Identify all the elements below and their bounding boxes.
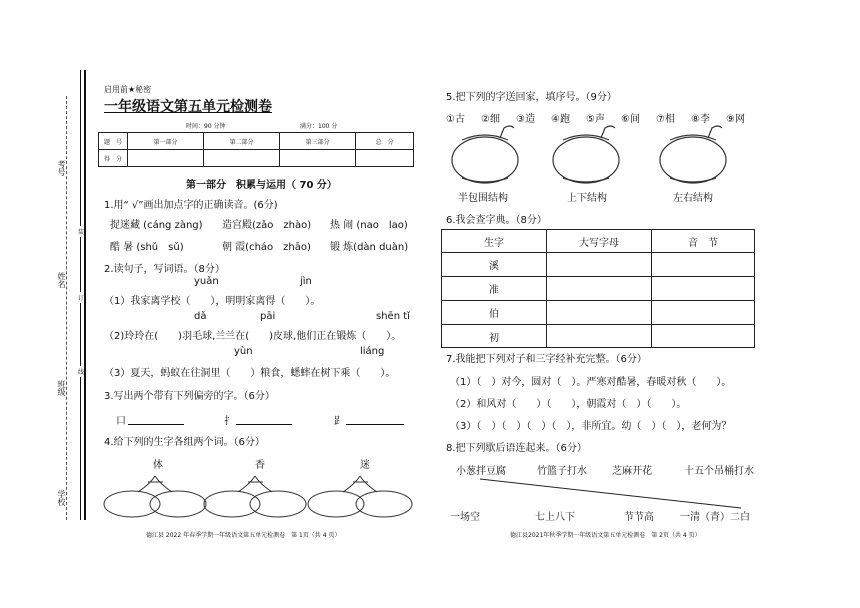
score-table-header: 总 分 xyxy=(356,133,414,150)
pot-label-shangxia: 上下结构 xyxy=(567,193,607,204)
score-table-header: 第一部分 xyxy=(128,133,204,150)
seal-mark-zhuang: 装 xyxy=(78,226,84,237)
xiehouyu-top[interactable]: 竹篮子打水 xyxy=(537,466,587,477)
dict-char: 初 xyxy=(442,325,547,348)
q1-item[interactable]: 酷 暑 (shǔ sǔ) xyxy=(110,242,184,253)
q1-item[interactable]: 热 闹 (nao lao) xyxy=(330,220,408,231)
q5-char[interactable]: ⑧李 xyxy=(691,114,710,125)
radical-kou: 口 xyxy=(116,416,126,427)
part1-heading: 第一部分 积累与运用（ 70 分） xyxy=(186,180,337,191)
dict-header-letter: 大写字母 xyxy=(547,230,652,253)
q5-char[interactable]: ⑨网 xyxy=(726,114,745,125)
pinyin-jin: jìn xyxy=(300,276,312,287)
q1-item[interactable]: 造宫殿(zǎo zhào) xyxy=(222,220,312,231)
q2-prompt: 2.读句子，写词语。（8分） xyxy=(104,264,225,275)
q7-line-2[interactable]: （2）和风对（ ）（ ），朝霞对（ ）（ ）。 xyxy=(450,399,687,410)
q5-prompt: 5.把下列的字送回家，填序号。（9分） xyxy=(446,92,617,103)
binding-label-xingming: 姓名 xyxy=(57,272,66,288)
score-table-header: 第三部分 xyxy=(280,133,356,150)
right-page-footer: 德江县2021年秋季学期一年级语文第五单元检测卷 第 2页（共 4 页） xyxy=(510,532,701,539)
xiehouyu-top[interactable]: 小葱拌豆腐 xyxy=(456,466,506,477)
xiehouyu-top[interactable]: 芝麻开花 xyxy=(612,466,652,477)
pot-label-zuoyou: 左右结构 xyxy=(673,193,713,204)
radical-zu: 𧾷 xyxy=(334,416,344,427)
q1-item[interactable]: 锻 炼(dàn duàn) xyxy=(330,242,409,253)
q5-char[interactable]: ③造 xyxy=(516,114,535,125)
q5-char[interactable]: ⑦相 xyxy=(656,114,675,125)
binding-label-kaohao: 考号 xyxy=(57,160,66,176)
q7-line-3[interactable]: （3）（ ）（ ）（ ）（ ），非所宜。幼（ ）（ ），老何为？ xyxy=(450,421,732,432)
q7-prompt: 7.我能把下列对子和三字经补充完整。（6分） xyxy=(446,354,647,365)
dict-char: 准 xyxy=(442,277,547,301)
connector-line xyxy=(480,479,741,508)
q4-char-mi: 迷 xyxy=(360,460,370,471)
radical-shou: 扌 xyxy=(224,416,234,427)
pinyin-yuan: yuǎn xyxy=(194,276,219,287)
xiehouyu-bottom[interactable]: 一清（青）二白 xyxy=(680,512,750,523)
q5-char[interactable]: ⑤声 xyxy=(586,114,605,125)
q4-prompt: 4.给下列的生字各组两个词。（6分） xyxy=(104,437,265,448)
q4-char-ti: 体 xyxy=(153,460,163,471)
score-table-row-label: 得 分 xyxy=(99,150,128,167)
q3-prompt: 3.写出两个带有下列偏旁的字。（6分） xyxy=(104,391,275,402)
q5-char[interactable]: ①古 xyxy=(446,114,465,125)
pot-label-banbaowei: 半包围结构 xyxy=(458,193,508,204)
q2-sentence-1[interactable]: （1）我家离学校（ ），明明家离得（ ）。 xyxy=(104,296,321,307)
score-table-header: 题 号 xyxy=(99,133,128,150)
confidential-mark: 启用前★秘密 xyxy=(104,85,152,94)
q1-item[interactable]: 朝 霞(cháo zhāo) xyxy=(222,242,311,253)
left-page-footer: 德江县 2022 年春季学期一年级语文第五单元检测卷 第 1页（共 4 页） xyxy=(146,532,341,539)
pinyin-shenti: shēn tǐ xyxy=(376,311,410,322)
xiehouyu-bottom[interactable]: 节节高 xyxy=(624,512,654,523)
q1-item[interactable]: 捉迷藏 (cáng zàng) xyxy=(110,220,203,231)
exam-time: 时间：90 分钟 xyxy=(186,123,226,130)
binding-label-banji: 班级 xyxy=(57,380,66,396)
q1-prompt: 1.用“ √”画出加点字的正确读音。(6分) xyxy=(104,200,278,211)
q8-prompt: 8.把下列歇后语连起来。（6分） xyxy=(446,443,587,454)
binding-label-xuexiao: 学校 xyxy=(57,490,66,506)
q6-prompt: 6.我会查字典。（8分） xyxy=(446,215,547,226)
q7-line-1[interactable]: （1）（ ）对今，圆对（ ）。严寒对酷暑，春暖对秋（ ）。 xyxy=(450,377,732,388)
xiehouyu-bottom[interactable]: 七上八下 xyxy=(535,512,575,523)
q4-char-xiang: 香 xyxy=(255,460,265,471)
q5-char[interactable]: ⑥间 xyxy=(621,114,640,125)
dict-header-char: 生字 xyxy=(442,230,547,253)
exam-title: 一年级语文第五单元检测卷 xyxy=(104,99,272,115)
xiehouyu-top[interactable]: 十五个吊桶打水 xyxy=(684,466,754,477)
seal-mark-xian: 线 xyxy=(78,366,84,377)
xiehouyu-bottom[interactable]: 一场空 xyxy=(450,512,480,523)
pinyin-liang: liáng xyxy=(360,346,385,357)
q5-char[interactable]: ②细 xyxy=(481,114,500,125)
q2-sentence-3[interactable]: （3）夏天，蚂蚁在往洞里（ ）粮食，蟋蟀在树下乘（ ）。 xyxy=(104,368,396,379)
exam-full-score: 满分：100 分 xyxy=(300,123,338,130)
pinyin-da: dǎ xyxy=(194,311,207,322)
dict-header-syllable: 音 节 xyxy=(652,230,755,253)
seal-mark-ding: 订 xyxy=(78,292,84,303)
dict-char: 溪 xyxy=(442,253,547,277)
dict-char: 伯 xyxy=(442,301,547,325)
pinyin-pai: pāi xyxy=(260,311,276,322)
q5-char[interactable]: ④跑 xyxy=(551,114,570,125)
score-table-header: 第二部分 xyxy=(204,133,280,150)
q2-sentence-2[interactable]: （2)玲玲在( )羽毛球,兰兰在( )皮球,他们正在锻炼（ ）。 xyxy=(104,331,402,342)
pinyin-yun: yùn xyxy=(234,346,253,357)
